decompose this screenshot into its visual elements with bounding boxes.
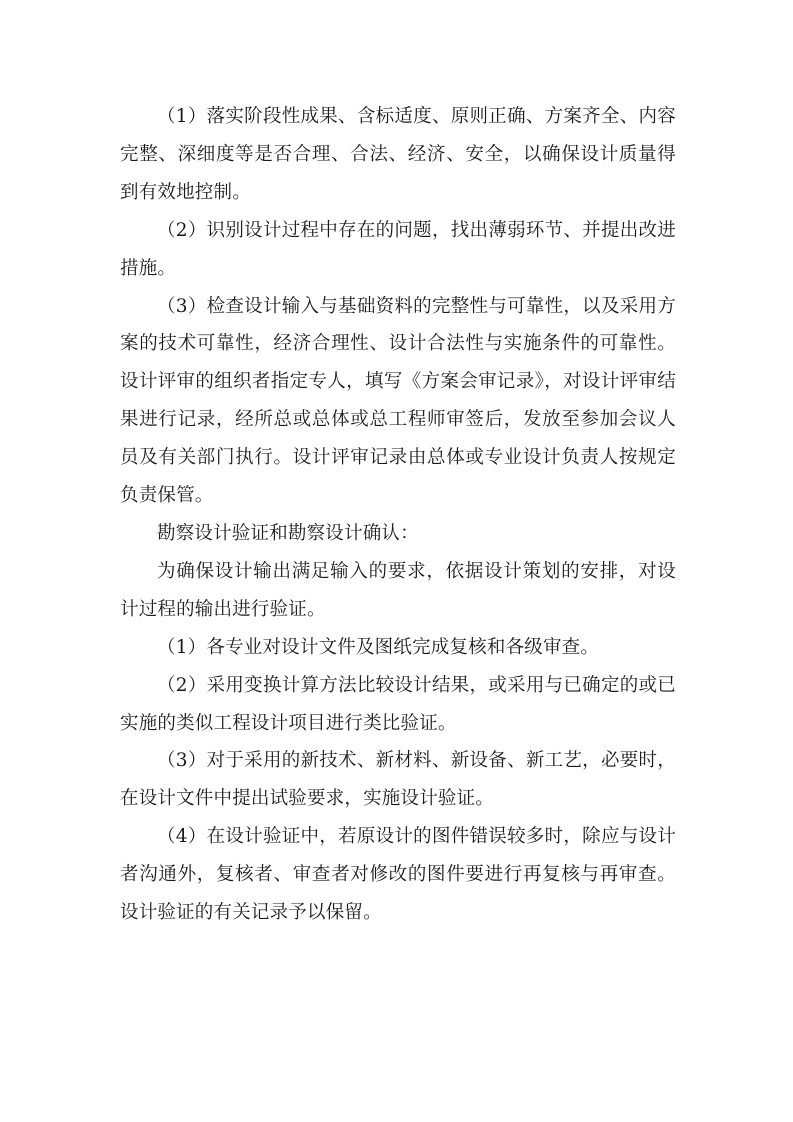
section-heading: 勘察设计验证和勘察设计确认： <box>157 522 419 544</box>
paragraph-7: （2）采用变换计算方法比较设计结果，或采用与已确定的或已实施的类似工程设计项目进行类比验证。 <box>120 674 676 734</box>
paragraph-8: （3）对于采用的新技术、新材料、新设备、新工艺，必要时，在设计文件中提出试验要求，实施设计验证。 <box>120 750 676 810</box>
paragraph-9: （4）在设计验证中，若原设计的图件错误较多时，除应与设计者沟通外，复核者、审查者对修改的图件要进行再复核与再审查。设计验证的有关记录予以保留。 <box>120 826 676 924</box>
paragraph-1: （1）落实阶段性成果、含标适度、原则正确、方案齐全、内容完整、深细度等是否合理、合法、经济、安全，以确保设计质量得到有效地控制。 <box>120 106 676 203</box>
document-body <box>120 98 676 932</box>
paragraph-6: （1）各专业对设计文件及图纸完成复核和各级审查。 <box>157 636 600 658</box>
paragraph-5: 为确保设计输出满足输入的要求，依据设计策划的安排，对设计过程的输出进行验证。 <box>120 560 676 620</box>
paragraph-3: （3）检查设计输入与基础资料的完整性与可靠性，以及采用方案的技术可靠性，经济合理性、设计合法性与实施条件的可靠性。设计评审的组织者指定专人，填写《方案会审记录》，对设计评审结果进行记录，经所总或总体或总工程师审签后，发放至参加会议人员及有关部门执行。设计评审记录由总体或专业设计负责人按规定负责保管。 <box>120 295 676 507</box>
paragraph-2: （2）识别设计过程中存在的问题，找出薄弱环节、并提出改进措施。 <box>120 219 676 279</box>
